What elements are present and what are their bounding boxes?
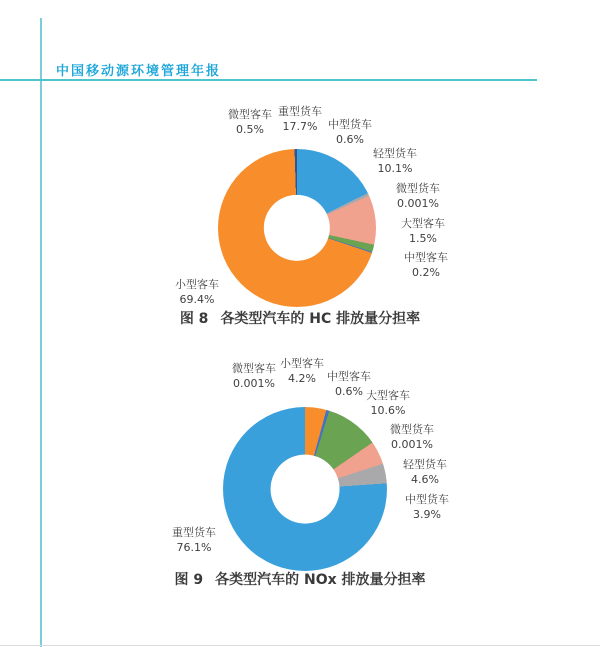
report-header-title: 中国移动源环境管理年报	[56, 64, 222, 79]
nox-label-small-bus	[280, 356, 324, 386]
page-bottom-edge	[0, 645, 600, 646]
slice-label-name: 微型货车	[396, 182, 440, 195]
slice-label-name: 重型货车	[172, 526, 216, 539]
slice-label-name: 轻型货车	[403, 458, 447, 471]
slice-label-name: 大型客车	[401, 217, 445, 230]
slice-label-name: 重型货车	[278, 105, 322, 118]
slice-label-value: 0.001%	[391, 438, 433, 451]
slice-label-value: 17.7%	[282, 120, 318, 133]
nox-label-light-truck	[403, 457, 447, 487]
nox-label-heavy-truck	[172, 525, 216, 555]
header-divider-rule	[0, 79, 537, 81]
slice-label-value: 0.001%	[233, 377, 275, 390]
donut-hole	[264, 195, 330, 261]
nox-label-medium-bus	[327, 369, 371, 399]
slice-label-value: 4.2%	[288, 372, 316, 385]
nox-label-large-bus	[366, 388, 410, 418]
slice-label-name: 中型客车	[404, 251, 448, 264]
slice-label-value: 4.6%	[411, 473, 439, 486]
slice-label-value: 0.5%	[236, 123, 264, 136]
hc-label-medium-bus	[404, 250, 448, 280]
slice-label-value: 0.2%	[412, 266, 440, 279]
hc-label-micro-bus	[228, 107, 272, 137]
figure9-number: 图 9	[174, 572, 204, 588]
slice-label-name: 小型客车	[280, 357, 324, 370]
slice-label-name: 微型货车	[390, 423, 434, 436]
donut-hole	[271, 455, 340, 524]
slice-label-value: 0.6%	[336, 133, 364, 146]
nox-donut-chart	[223, 407, 387, 571]
slice-label-value: 0.6%	[335, 385, 363, 398]
slice-label-value: 1.5%	[409, 232, 437, 245]
slice-label-value: 3.9%	[413, 508, 441, 521]
figure9-title: 各类型汽车的 NOx 排放量分担率	[215, 572, 426, 588]
figure8-caption	[0, 308, 600, 328]
hc-label-heavy-truck	[278, 104, 322, 134]
hc-label-large-bus	[401, 216, 445, 246]
figure8-title: 各类型汽车的 HC 排放量分担率	[220, 311, 421, 327]
nox-label-medium-truck	[405, 492, 449, 522]
figure8-number: 图 8	[179, 311, 209, 327]
slice-label-name: 中型货车	[405, 493, 449, 506]
slice-label-name: 中型客车	[327, 370, 371, 383]
slice-label-value: 10.1%	[377, 162, 413, 175]
slice-label-name: 微型客车	[228, 108, 272, 121]
slice-label-name: 微型客车	[232, 362, 276, 375]
slice-label-value: 69.4%	[179, 293, 215, 306]
left-margin-rule	[40, 18, 42, 647]
figure9-caption	[0, 569, 600, 589]
nox-label-micro-bus	[232, 361, 276, 391]
hc-label-micro-truck	[396, 181, 440, 211]
nox-label-micro-truck	[390, 422, 434, 452]
hc-label-medium-truck	[328, 117, 372, 147]
slice-label-name: 中型货车	[328, 118, 372, 131]
slice-label-name: 轻型货车	[373, 147, 417, 160]
slice-label-value: 0.001%	[397, 197, 439, 210]
slice-label-name: 大型客车	[366, 389, 410, 402]
slice-label-name: 小型客车	[175, 278, 219, 291]
hc-label-light-truck	[373, 146, 417, 176]
hc-donut-chart	[218, 149, 376, 307]
slice-label-value: 76.1%	[176, 541, 212, 554]
hc-label-small-bus	[175, 277, 219, 307]
slice-label-value: 10.6%	[370, 404, 406, 417]
